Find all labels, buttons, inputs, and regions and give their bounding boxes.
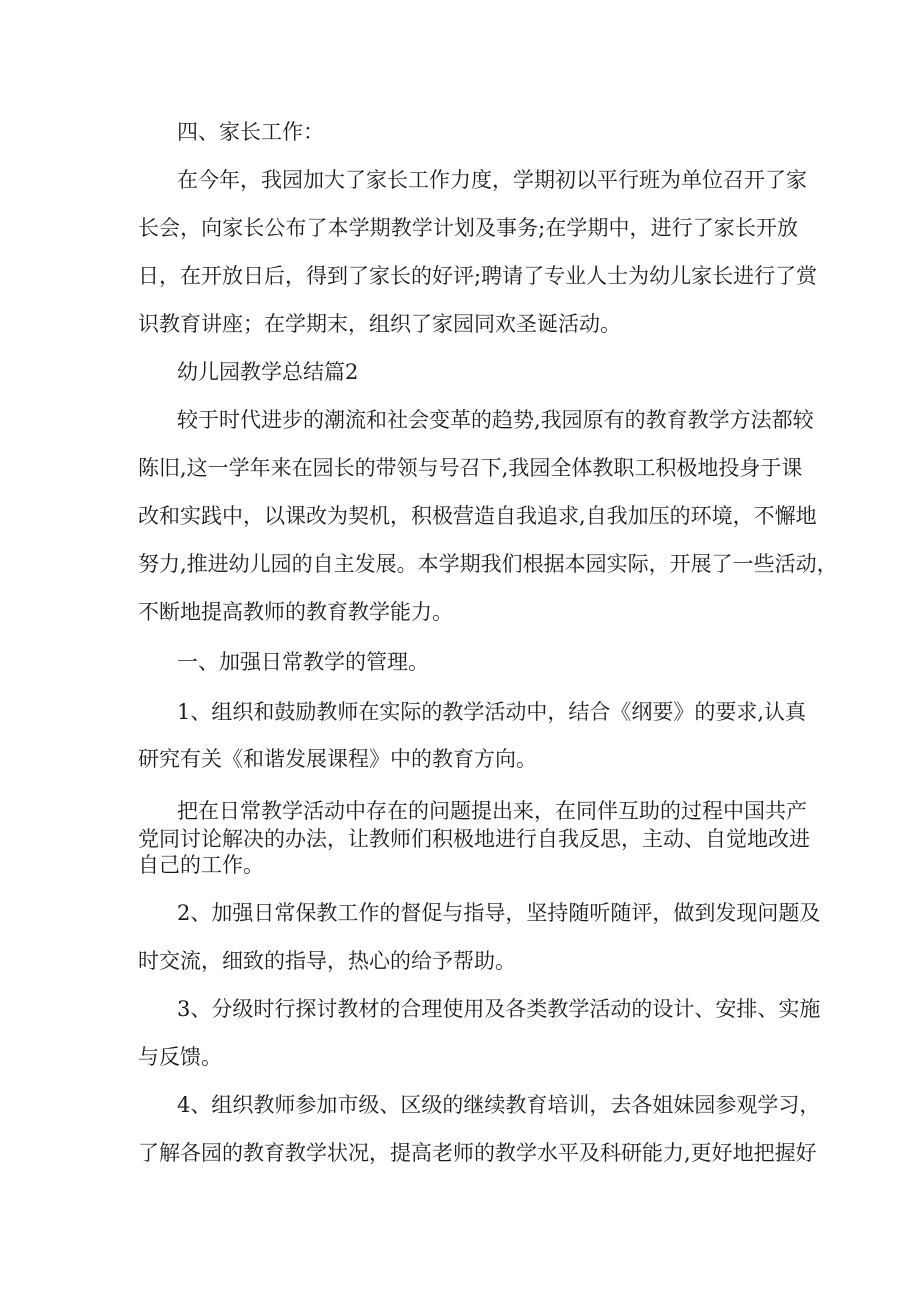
paragraph-line: 3、分级时行探讨教材的合理使用及各类教学活动的设计、安排、实施 [177, 997, 821, 1021]
paragraph-line: 陈旧,这一学年来在园长的带领与号召下,我园全体教职工积极地投身于课 [138, 456, 803, 480]
section-heading-daily-teaching: 一、加强日常教学的管理。 [177, 650, 429, 674]
paragraph-line: 自己的工作。 [138, 853, 264, 877]
paragraph-line: 党同讨论解决的办法，让教师们积极地进行自我反思，主动、自觉地改进 [138, 827, 810, 851]
paragraph-line: 了解各园的教育教学状况，提高老师的教学水平及科研能力,更好地把握好 [138, 1141, 817, 1165]
paragraph-line: 1、组织和鼓励教师在实际的教学活动中，结合《纲要》的要求,认真 [177, 700, 807, 724]
paragraph-line: 时交流，细致的指导，热心的给予帮助。 [138, 949, 516, 973]
paragraph-line: 日，在开放日后，得到了家长的好评;聘请了专业人士为幼儿家长进行了赏 [138, 264, 818, 288]
paragraph-line: 在今年，我园加大了家长工作力度，学期初以平行班为单位召开了家 [177, 168, 807, 192]
paragraph-line: 与反馈。 [138, 1045, 222, 1069]
section-heading-parent-work: 四、家长工作： [177, 120, 324, 144]
paragraph-line: 努力,推进幼儿园的自主发展。本学期我们根据本园实际，开展了一些活动， [138, 552, 838, 576]
paragraph-line: 4、组织教师参加市级、区级的继续教育培训，去各姐妹园参观学习， [177, 1093, 821, 1117]
paragraph-line: 把在日常教学活动中存在的问题提出来，在同伴互助的过程中国共产 [177, 799, 807, 823]
paragraph-line: 2、加强日常保教工作的督促与指导，坚持随听随评，做到发现问题及 [177, 901, 821, 925]
paragraph-line: 研究有关《和谐发展课程》中的教育方向。 [138, 747, 537, 771]
paragraph-line: 识教育讲座；在学期末，组织了家园同欢圣诞活动。 [138, 312, 621, 336]
paragraph-line: 改和实践中，以课改为契机，积极营造自我追求,自我加压的环境，不懈地 [138, 504, 817, 528]
paragraph-line: 长会，向家长公布了本学期教学计划及事务;在学期中，进行了家长开放 [138, 216, 798, 240]
paragraph-line: 不断地提高教师的教育教学能力。 [138, 600, 453, 624]
article-subtitle: 幼儿园教学总结篇2 [177, 360, 359, 384]
paragraph-line: 较于时代进步的潮流和社会变革的趋势,我园原有的教育教学方法都较 [177, 408, 814, 432]
